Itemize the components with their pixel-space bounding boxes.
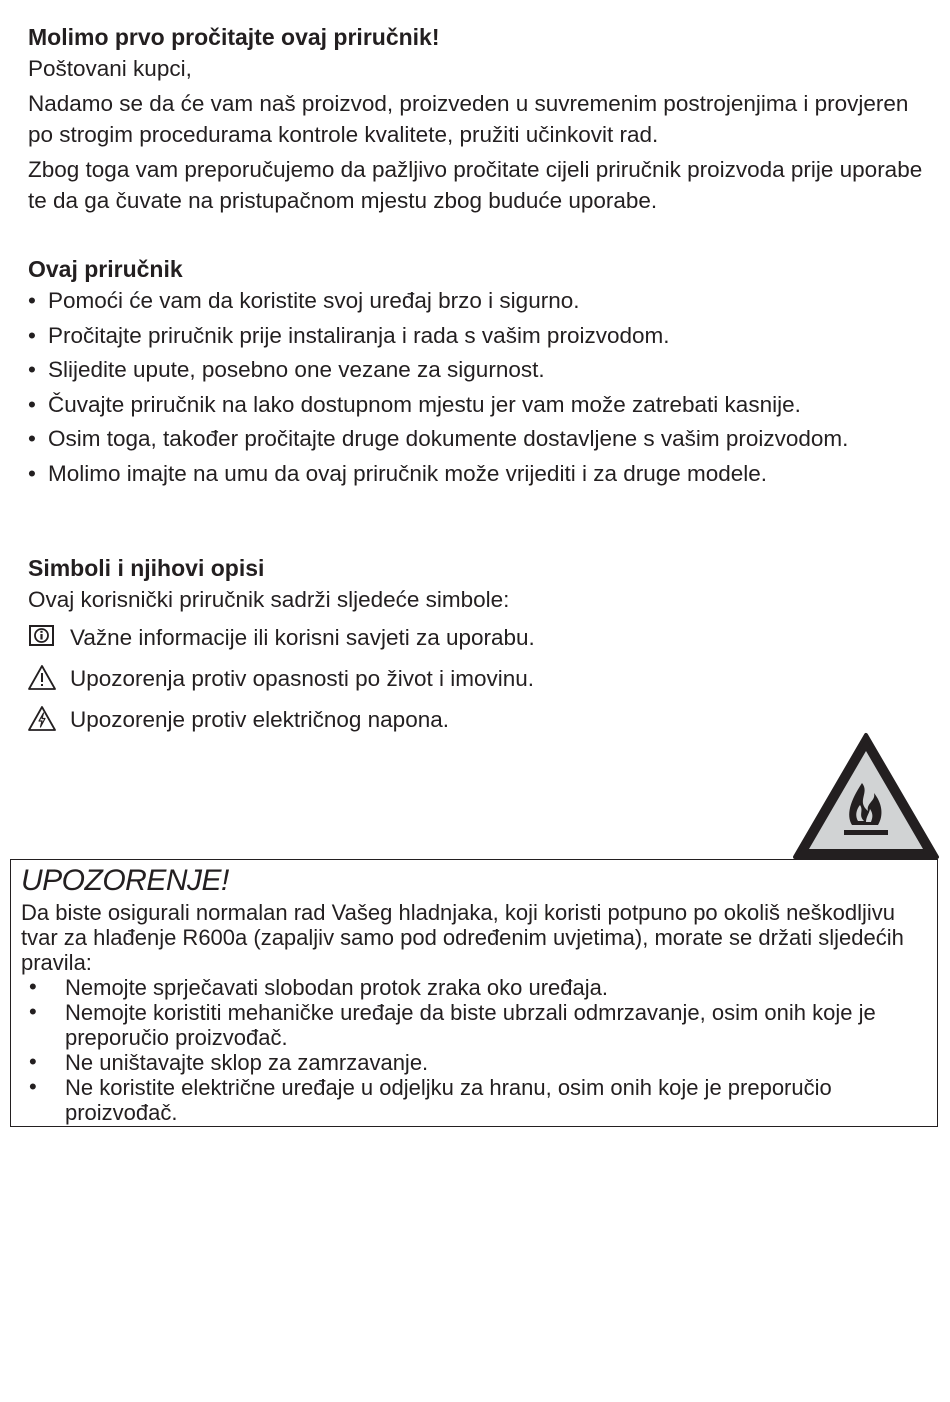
list-item: • Čuvajte priručnik na lako dostupnom mjestu jer vam može zatrebati kasnije. — [28, 389, 928, 420]
symbols-heading: Simboli i njihovi opisi — [28, 554, 265, 581]
list-item: • Osim toga, također pročitajte druge dokumente dostavljene s vašim proizvodom. — [28, 423, 928, 454]
info-icon — [28, 623, 56, 651]
symbol-warning-text: Upozorenja protiv opasnosti po život i imovinu. — [70, 665, 534, 691]
warning-triangle-icon — [28, 664, 56, 692]
symbol-row-warning — [28, 658, 928, 699]
intro-paragraph-2: Zbog toga vam preporučujemo da pažljivo pročitate cijeli priručnik proizvoda prije uporabe te da ga čuvate na pristupačnom mjestu zbog buduće uporabe. — [28, 157, 923, 213]
bullet: • — [29, 974, 37, 999]
manual-page — [28, 22, 928, 740]
symbol-electric-text: Upozorenje protiv električnog napona. — [70, 706, 449, 732]
symbol-row-info — [28, 617, 928, 658]
bullet: • — [28, 288, 36, 313]
bullet: • — [29, 1049, 37, 1074]
list-item: • Ne koristite električne uređaje u odjeljku za hranu, osim onih koje je preporučio proizvođač. — [29, 1074, 832, 1125]
flammable-warning-icon — [792, 731, 940, 861]
intro-paragraph-1: Nadamo se da će vam naš proizvod, proizveden u suvremenim postrojenjima i provjeren po strogim procedurama kontrole kvalitete, pružiti učinkovit rad. — [28, 91, 909, 147]
bullet: • — [28, 391, 36, 417]
list-item: • Molimo imajte na umu da ovaj priručnik može vrijediti i za druge modele. — [28, 458, 928, 489]
manual-list — [28, 285, 928, 489]
bullet: • — [29, 999, 37, 1024]
bullet: • — [28, 322, 36, 348]
warning-title: UPOZORENJE! — [21, 864, 229, 897]
list-item: • Slijedite upute, posebno one vezane za sigurnost. — [28, 354, 928, 385]
list-item: • Pročitajte priručnik prije instaliranja i rada s vašim proizvodom. — [28, 320, 928, 351]
symbol-info-text: Važne informacije ili korisni savjeti za uporabu. — [70, 624, 535, 650]
bullet: • — [28, 357, 36, 383]
symbols-intro: Ovaj korisnički priručnik sadrži sljedeće simbole: — [28, 586, 510, 612]
warning-intro: Da biste osigurali normalan rad Vašeg hladnjaka, koji koristi potpuno po okoliš neškodljivu tvar za hlađenje R600a (zapaljiv samo pod određenim uvjetima), morate se držati sljedećih pravila: — [21, 900, 904, 975]
intro-heading: Molimo prvo pročitajte ovaj priručnik! — [28, 24, 440, 50]
refrigerant-warning-box — [10, 859, 938, 1127]
manual-heading: Ovaj priručnik — [28, 256, 183, 282]
intro-greeting: Poštovani kupci, — [28, 56, 192, 81]
list-item: • Nemojte sprječavati slobodan protok zraka oko uređaja. — [29, 974, 608, 1000]
warning-list — [21, 975, 927, 1125]
list-item: • Ne uništavajte sklop za zamrzavanje. — [29, 1049, 429, 1075]
bullet: • — [28, 460, 36, 486]
list-item: • Nemojte koristiti mehaničke uređaje da biste ubrzali odmrzavanje, osim onih koje je preporučio proizvođač. — [29, 999, 876, 1050]
electric-hazard-icon — [28, 705, 56, 733]
bullet: • — [29, 1074, 37, 1099]
bullet: • — [28, 426, 36, 452]
list-item: • Pomoći će vam da koristite svoj uređaj brzo i sigurno. — [28, 285, 928, 316]
